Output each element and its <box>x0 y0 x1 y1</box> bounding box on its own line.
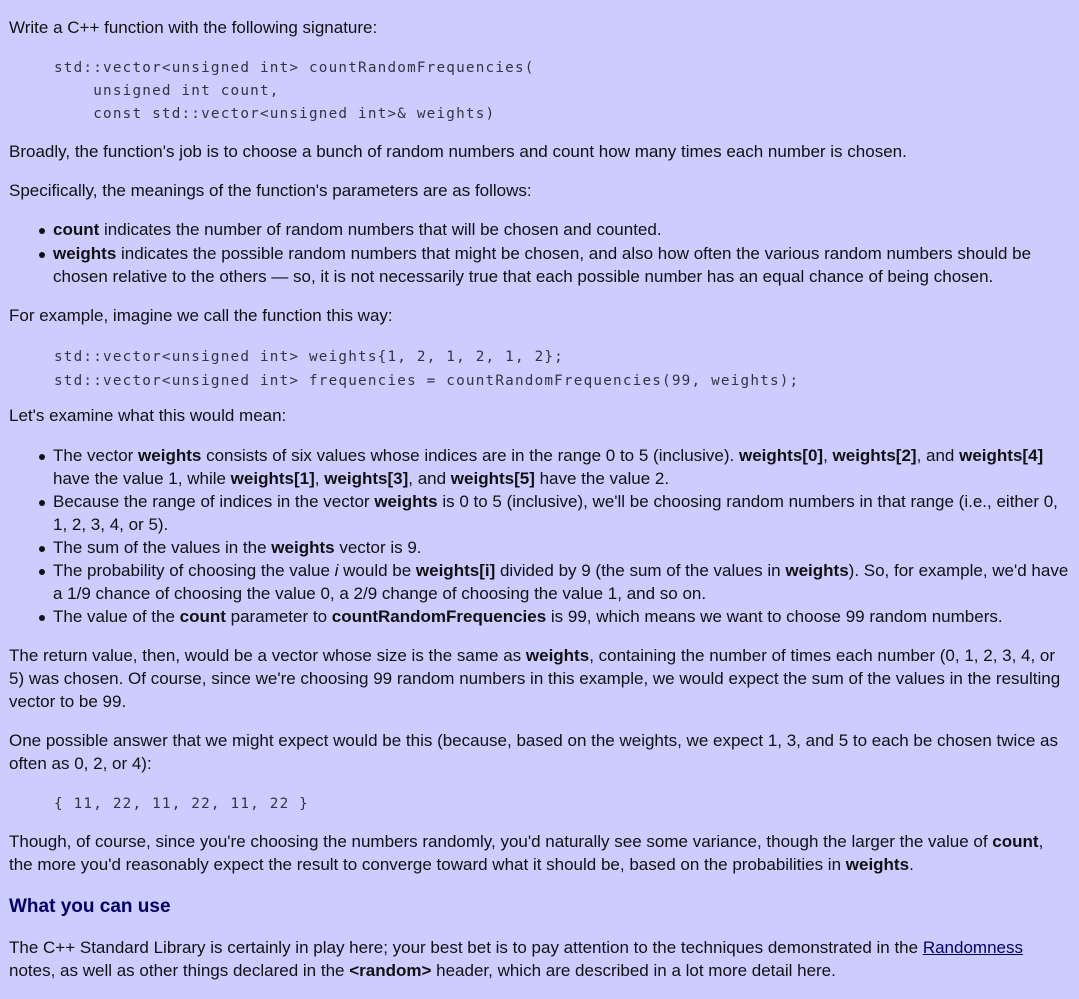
code-term: weights <box>525 646 590 665</box>
text-run: vector is 9. <box>334 538 422 557</box>
list-item <box>53 218 1070 241</box>
text-run: Because the range of indices in the vector <box>53 492 375 511</box>
code-term: weights <box>374 492 438 511</box>
text-run: The return value, then, would be a vector whose size is the same as <box>9 646 526 665</box>
text-run: Though, of course, since you're choosing the numbers randomly, you'd naturally see some variance, though the larger the value of <box>9 832 993 851</box>
text-run: . <box>909 855 914 874</box>
code-term: weights[0] <box>739 446 824 465</box>
text-run: The vector <box>53 446 139 465</box>
usage-paragraph <box>9 936 1070 982</box>
text-run: header, which are described in a lot more detail here. <box>431 961 836 980</box>
list-item <box>53 536 1070 559</box>
code-term: weights <box>785 561 849 580</box>
param-count-desc: indicates the number of random numbers that will be chosen and counted. <box>99 220 662 239</box>
text-run: , and <box>408 469 451 488</box>
text-run: parameter to <box>225 607 332 626</box>
text-run: have the value 1, while <box>53 469 231 488</box>
code-term: weights <box>845 855 910 874</box>
return-paragraph <box>9 644 1070 713</box>
text-run: divided by 9 (the sum of the values in <box>495 561 786 580</box>
answer-code-block: { 11, 22, 11, 22, 11, 22 } <box>54 796 309 812</box>
code-term: count <box>179 607 226 626</box>
code-term: count <box>992 832 1039 851</box>
text-run: is 0 to 5 (inclusive), we'll be choosing random numbers in that range (i.e., either 0, 1, 2, 3, 4, or 5). <box>53 492 1058 534</box>
text-run: , the more you'd reasonably expect the result to converge toward what it should be, based on the probabilities in <box>9 832 1044 874</box>
list-item <box>53 559 1070 605</box>
specifically-paragraph: Specifically, the meanings of the function's parameters are as follows: <box>9 181 532 200</box>
variance-paragraph <box>9 830 1070 876</box>
code-term: weights[2] <box>832 446 917 465</box>
text-run: The C++ Standard Library is certainly in play here; your best bet is to pay attention to the techniques demonstrated in the <box>9 938 923 957</box>
list-item <box>53 444 1070 490</box>
parameter-list <box>9 218 1070 288</box>
param-weights-name: weights <box>53 244 117 263</box>
code-term: weights <box>138 446 202 465</box>
text-run: ). So, for example, we'd have a 1/9 chance of choosing the value 0, a 2/9 change of choosing the value 1, and so on. <box>53 561 1069 603</box>
text-run: consists of six values whose indices are in the range 0 to 5 (inclusive). <box>201 446 739 465</box>
section-heading: What you can use <box>9 896 171 917</box>
code-term: <random> <box>349 961 432 980</box>
expected-answer-paragraph: One possible answer that we might expect would be this (because, based on the weights, we expect 1, 3, and 5 to each be chosen twice as often as 0, 2, or 4): <box>9 731 1058 773</box>
text-run: , and <box>916 446 960 465</box>
code-term: weights[i] <box>415 561 496 580</box>
text-run: would be <box>338 561 416 580</box>
broadly-paragraph: Broadly, the function's job is to choose a bunch of random numbers and count how many times each number is chosen. <box>9 142 907 161</box>
code-term: weights <box>271 538 335 557</box>
explanation-list <box>9 444 1070 628</box>
text-run: , containing the number of times each number (0, 1, 2, 3, 4, or 5) was chosen. Of course, since we're choosing 99 random numbers in this example, we would expect the sum of the values in the resulting vector to be 99. <box>9 646 1061 711</box>
text-run: , <box>823 446 833 465</box>
code-term: weights[4] <box>959 446 1044 465</box>
param-count-name: count <box>53 220 100 239</box>
signature-lead: Write a C++ function with the following signature: <box>9 18 378 37</box>
text-run: , <box>314 469 325 488</box>
text-run: The sum of the values in the <box>53 538 272 557</box>
signature-code-block: std::vector<unsigned int> countRandomFrequencies( unsigned int count, const std::vector<unsigned int>& weights) <box>54 60 535 122</box>
list-item <box>53 605 1070 628</box>
examine-paragraph: Let's examine what this would mean: <box>9 406 287 425</box>
text-run: is 99, which means we want to choose 99 random numbers. <box>546 607 1003 626</box>
code-term: weights[3] <box>324 469 409 488</box>
randomness-notes-link[interactable]: Randomness <box>922 938 1023 957</box>
param-weights-desc: indicates the possible random numbers that might be chosen, and also how often the various random numbers should be chosen relative to the others — so, it is not necessarily true that each possible number has an equal chance of being chosen. <box>53 244 1032 286</box>
text-run: notes, as well as other things declared in the <box>9 961 350 980</box>
text-run: The value of the <box>53 607 180 626</box>
list-item <box>53 490 1070 536</box>
example-lead: For example, imagine we call the function this way: <box>9 306 393 325</box>
code-term: countRandomFrequencies <box>331 607 547 626</box>
variable-term: i <box>334 561 339 580</box>
list-item <box>53 242 1070 288</box>
code-term: weights[1] <box>230 469 315 488</box>
text-run: have the value 2. <box>534 469 670 488</box>
text-run: The probability of choosing the value <box>53 561 335 580</box>
example-code-block: std::vector<unsigned int> weights{1, 2, 1, 2, 1, 2}; std::vector<unsigned int> frequencies = countRandomFrequencies(99, weights); <box>54 349 800 389</box>
code-term: weights[5] <box>450 469 535 488</box>
